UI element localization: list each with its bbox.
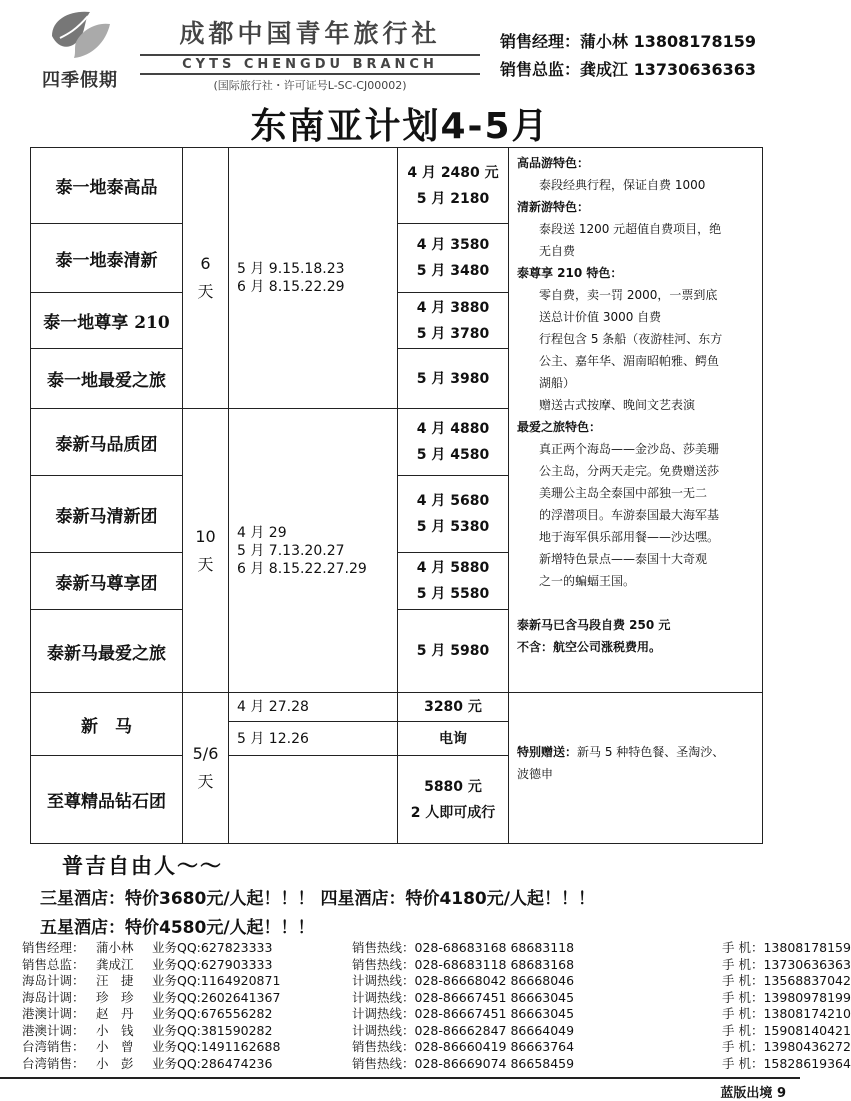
contact-qq: 业务QQ:627903333 <box>152 956 273 972</box>
page-header <box>0 0 800 92</box>
route-cell: 泰新马尊享团 <box>30 552 183 610</box>
sales-manager: 销售经理：蒲小林 13808178159 <box>500 32 757 51</box>
contact-role: 海岛计调： <box>22 989 85 1005</box>
contact-qq: 业务QQ:286474236 <box>152 1055 273 1071</box>
price-note: 2 人即可成行 <box>410 804 496 821</box>
contact-mobile: 手 机：13808178159 <box>722 940 851 955</box>
contact-hotline: 销售热线：028-86669074 86658459 <box>352 1055 575 1071</box>
contact-qq: 业务QQ:1491162688 <box>152 1039 281 1054</box>
contact-row <box>22 989 851 1007</box>
route-cell: 泰新马最爱之旅 <box>30 609 183 693</box>
contact-role: 海岛计调： <box>22 973 85 988</box>
manager-contacts <box>500 28 790 84</box>
price-value: 3280 元 <box>424 699 482 715</box>
price-april: 4 月 3880 <box>416 299 490 316</box>
price-may: 5 月 3980 <box>416 370 490 387</box>
price-cell <box>397 348 509 409</box>
feature-text: 泰段经典行程，保证自费 1000 <box>539 178 706 192</box>
route-cell: 泰新马清新团 <box>30 475 183 553</box>
contact-row <box>22 956 851 974</box>
contact-row <box>22 1055 851 1073</box>
feature-text: 美珊公主岛全泰国中部独一无二 <box>539 486 708 500</box>
agency-name-block <box>140 14 480 93</box>
logo-text: 四季假期 <box>42 70 118 91</box>
contact-hotline: 销售热线：028-68683168 68683118 <box>352 940 575 955</box>
contact-role: 港澳计调： <box>22 1022 85 1038</box>
price-may: 5 月 5380 <box>416 519 490 535</box>
dates-cell: 5 月 12.26 <box>228 721 398 756</box>
price-cell <box>397 408 509 476</box>
dates-cell <box>228 755 398 844</box>
feature-text: 赠送古式按摩、晚间文艺表演 <box>539 398 696 412</box>
contact-name: 龚成江 <box>96 956 134 972</box>
contact-name: 汪 捷 <box>96 973 134 988</box>
feature-body: 新马 5 种特色餐、圣淘沙、 <box>577 745 725 759</box>
contact-row <box>22 1039 851 1056</box>
feature-text: 地于海军俱乐部用餐——沙达嘿。 <box>539 530 720 544</box>
feature-text: 湖船） <box>539 376 576 390</box>
feature-label: 特别赠送： <box>517 745 578 759</box>
dates-cell: 4 月 27.28 <box>228 692 398 722</box>
contact-hotline: 计调热线：028-86668042 86668046 <box>352 973 575 988</box>
feature-text: 公主岛，分两天走完。免费赠送莎 <box>539 464 720 478</box>
feature-text: 真正两个海岛——金沙岛、莎美珊 <box>539 442 720 456</box>
contact-list <box>22 940 851 1072</box>
contact-qq: 业务QQ:1164920871 <box>152 973 281 988</box>
contact-role: 销售经理： <box>22 940 85 955</box>
leaf-logo-icon <box>46 8 114 64</box>
feature-heading: 高品游特色： <box>517 156 590 170</box>
contact-role: 台湾销售： <box>22 1055 85 1071</box>
feature-text: 之一的蝙蝠王国。 <box>539 574 636 588</box>
contact-name: 珍 珍 <box>96 989 134 1005</box>
footer-divider <box>0 1077 800 1079</box>
price-value: 电询 <box>439 730 467 747</box>
promo-line: 五星酒店：特价4580元/人起！！！ <box>40 918 315 938</box>
feature-text: 公主、嘉年华、湄南昭帕雅、鳄鱼 <box>539 354 720 368</box>
price-april: 4 月 2480 元 <box>407 164 499 181</box>
contact-name: 蒲小林 <box>96 940 134 955</box>
route-cell: 新 马 <box>30 692 183 756</box>
days-cell: 5/6 天 <box>182 692 229 844</box>
contact-row <box>22 1006 851 1023</box>
contact-qq: 业务QQ:381590282 <box>152 1022 273 1038</box>
contact-name: 小 曾 <box>96 1039 134 1054</box>
price-april: 4 月 5680 <box>416 493 490 509</box>
price-april: 4 月 5880 <box>416 560 490 576</box>
feature-text: 无自费 <box>539 244 576 258</box>
feature-heading: 清新游特色： <box>517 200 590 214</box>
phuket-promo <box>40 850 760 938</box>
feature-heading: 泰新马已含马段自费 250 元 <box>517 618 671 632</box>
price-may: 5 月 5580 <box>416 586 490 602</box>
price-cell <box>397 755 509 844</box>
price-april: 4 月 3580 <box>416 237 490 253</box>
price-cell <box>397 721 509 756</box>
feature-text: 新增特色景点——泰国十大奇观 <box>539 552 708 566</box>
contact-hotline: 销售热线：028-86660419 86663764 <box>352 1039 575 1054</box>
feature-heading: 最爱之旅特色： <box>517 420 602 434</box>
page-title: 东南亚计划4-5月 <box>250 106 550 147</box>
singapore-malaysia-features <box>508 692 763 844</box>
price-cell <box>397 475 509 553</box>
dates-cell: 4 月 29 5 月 7.13.20.27 6 月 8.15.22.27.29 <box>228 408 398 693</box>
feature-text: 的浮潜项目。车游泰国最大海军基 <box>539 508 720 522</box>
feature-text: 送总计价值 3000 自费 <box>539 310 662 324</box>
price-cell <box>397 552 509 610</box>
agency-logo <box>30 8 130 91</box>
contact-hotline: 销售热线：028-68683118 68683168 <box>352 956 575 972</box>
price-may: 5 月 2180 <box>416 190 490 207</box>
contact-hotline: 计调热线：028-86662847 86664049 <box>352 1022 575 1038</box>
route-cell: 泰一地最爱之旅 <box>30 348 183 409</box>
contact-role: 港澳计调： <box>22 1006 85 1021</box>
contact-qq: 业务QQ:2602641367 <box>152 989 281 1005</box>
price-cell <box>397 147 509 224</box>
contact-name: 小 彭 <box>96 1055 134 1071</box>
contact-role: 台湾销售： <box>22 1039 85 1054</box>
contact-qq: 业务QQ:627823333 <box>152 940 273 955</box>
thailand-features <box>508 147 763 693</box>
contact-mobile: 手 机：13568837042 <box>722 973 851 988</box>
contact-row <box>22 973 851 990</box>
contact-mobile: 手 机：13980978199 <box>722 989 851 1005</box>
price-cell <box>397 609 509 693</box>
feature-text: 行程包含 5 条船（夜游桂河、东方 <box>539 332 723 346</box>
days-cell: 10 天 <box>182 408 229 693</box>
route-cell: 泰一地泰清新 <box>30 223 183 293</box>
contact-mobile: 手 机：13980436272 <box>722 1039 851 1054</box>
promo-heading: 普吉自由人～～ <box>62 854 223 878</box>
contact-name: 小 钱 <box>96 1022 134 1038</box>
contact-row <box>22 940 851 957</box>
feature-text: 波德申 <box>517 767 554 781</box>
tour-table <box>30 147 763 844</box>
contact-qq: 业务QQ:676556282 <box>152 1006 273 1021</box>
days-cell: 6 天 <box>182 147 229 409</box>
feature-text: 零自费，卖一罚 2000，一票到底 <box>539 288 718 302</box>
contact-mobile: 手 机：13730636363 <box>722 956 851 972</box>
contact-hotline: 计调热线：028-86667451 86663045 <box>352 989 575 1005</box>
price-cell <box>397 223 509 293</box>
price-may: 5 月 3780 <box>416 325 490 342</box>
route-cell: 至尊精品钻石团 <box>30 755 183 844</box>
dates-cell: 5 月 9.15.18.23 6 月 8.15.22.29 <box>228 147 398 409</box>
contact-name: 赵 丹 <box>96 1006 134 1021</box>
agency-name-cn: 成都中国青年旅行社 <box>179 19 441 48</box>
agency-name-en: CYTS CHENGDU BRANCH <box>140 54 480 75</box>
feature-text <box>517 592 756 614</box>
price-cell <box>397 692 509 722</box>
feature-heading: 不含：航空公司涨税费用。 <box>517 640 662 654</box>
contact-row <box>22 1022 851 1040</box>
feature-text <box>517 741 756 763</box>
price-may: 5 月 3480 <box>416 263 490 279</box>
sales-director: 销售总监：龚成江 13730636363 <box>500 60 757 79</box>
route-cell: 泰一地尊享 210 <box>30 292 183 349</box>
license-number: (国际旅行社・许可证号L-SC-CJ00002) <box>213 79 407 92</box>
promo-line: 三星酒店：特价3680元/人起！！！ 四星酒店：特价4180元/人起！！！ <box>40 889 595 909</box>
route-cell: 泰新马品质团 <box>30 408 183 476</box>
contact-hotline: 计调热线：028-86667451 86663045 <box>352 1006 575 1021</box>
contact-mobile: 手 机：15828619364 <box>722 1055 851 1071</box>
contact-mobile: 手 机：15908140421 <box>722 1022 851 1038</box>
route-cell: 泰一地泰高品 <box>30 147 183 224</box>
feature-heading: 泰尊享 210 特色： <box>517 266 623 280</box>
contact-mobile: 手 机：13808174210 <box>722 1006 851 1021</box>
feature-text: 泰段送 1200 元超值自费项目，绝 <box>539 222 722 236</box>
price-may: 5 月 4580 <box>416 447 490 463</box>
price-april: 4 月 4880 <box>416 421 490 437</box>
price-value: 5880 元 <box>424 778 482 795</box>
price-cell <box>397 292 509 349</box>
contact-role: 销售总监： <box>22 956 85 972</box>
page-footer: 蓝版出境 9 <box>720 1086 786 1101</box>
price-may: 5 月 5980 <box>416 643 490 659</box>
